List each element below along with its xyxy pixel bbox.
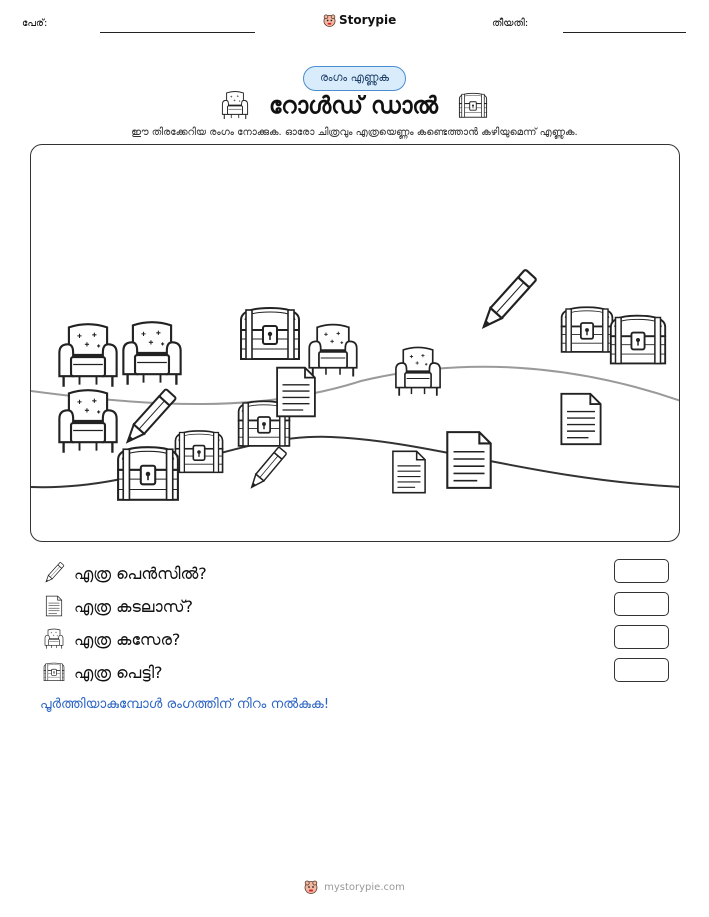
pencil-icon bbox=[248, 447, 287, 491]
answer-box-pencil[interactable] bbox=[614, 559, 669, 583]
answer-box-armchair[interactable] bbox=[614, 625, 669, 649]
armchair-icon bbox=[59, 390, 116, 453]
treasure-chest-icon bbox=[241, 308, 299, 359]
answer-box-chest[interactable] bbox=[614, 658, 669, 682]
storypie-mascot-icon bbox=[304, 880, 318, 894]
date-label: തീയതി: bbox=[492, 18, 529, 29]
pencil-icon bbox=[42, 561, 66, 585]
armchair-icon bbox=[309, 325, 356, 377]
pencil-icon bbox=[122, 389, 176, 447]
title-row bbox=[0, 90, 709, 121]
treasure-chest-icon bbox=[118, 447, 178, 500]
question-text: എത്ര പെട്ടി? bbox=[74, 663, 163, 682]
brand-logo bbox=[323, 13, 396, 27]
question-text: എത്ര പെൻസിൽ? bbox=[74, 564, 207, 583]
answer-box-paper[interactable] bbox=[614, 592, 669, 616]
treasure-chest-icon bbox=[458, 92, 488, 119]
armchair-icon bbox=[123, 322, 180, 385]
brand-name: Storypie bbox=[339, 13, 397, 27]
storypie-mascot-icon bbox=[323, 14, 336, 27]
name-label: പേര്: bbox=[22, 18, 48, 29]
paper-icon bbox=[561, 394, 600, 444]
scene-drawing bbox=[31, 145, 680, 542]
question-text: എത്ര കസേര? bbox=[74, 630, 181, 649]
armchair-icon bbox=[59, 324, 116, 387]
footer bbox=[0, 880, 709, 894]
worksheet-badge: രംഗം എണ്ണുക bbox=[303, 66, 406, 91]
instructions: ഈ തിരക്കേറിയ രംഗം നോക്കുക. ഓരോ ചിത്രവും എത്രയെണ്ണം കണ്ടെത്താൻ കഴിയുമെന്ന് എണ്ണുക. bbox=[131, 127, 578, 138]
footer-url[interactable]: mystorypie.com bbox=[324, 881, 405, 893]
armchair-icon bbox=[42, 627, 66, 651]
treasure-chest-icon bbox=[175, 431, 222, 472]
question-chest bbox=[42, 660, 163, 684]
armchair-icon bbox=[396, 347, 440, 395]
paper-icon bbox=[42, 594, 66, 618]
question-paper bbox=[42, 594, 193, 618]
question-text: എത്ര കടലാസ്? bbox=[74, 597, 194, 616]
paper-icon bbox=[277, 368, 315, 417]
date-line[interactable] bbox=[563, 32, 686, 33]
counting-scene bbox=[30, 144, 680, 542]
treasure-chest-icon bbox=[562, 307, 613, 352]
treasure-chest-icon bbox=[611, 316, 665, 364]
treasure-chest-icon bbox=[42, 660, 66, 684]
armchair-icon bbox=[221, 90, 249, 121]
page-title: റോൾഡ് ഡാൽ bbox=[269, 92, 438, 119]
paper-icon bbox=[393, 451, 425, 492]
pencil-icon bbox=[478, 269, 537, 332]
question-pencil bbox=[42, 561, 207, 585]
name-line[interactable] bbox=[100, 32, 255, 33]
paper-icon bbox=[447, 432, 490, 488]
coloring-prompt: പൂർത്തിയാകുമ്പോൾ രംഗത്തിന് നിറം നൽകുക! bbox=[40, 696, 330, 712]
question-armchair bbox=[42, 627, 180, 651]
